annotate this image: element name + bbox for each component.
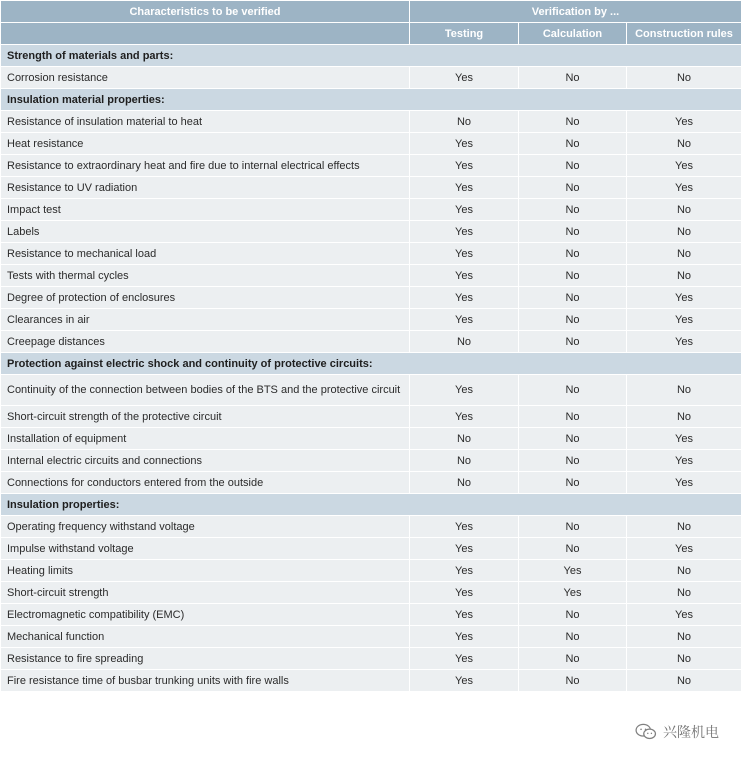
construction-rules-value: No [627,67,741,88]
construction-rules-value: Yes [627,331,741,352]
table-row [1,375,741,405]
testing-value: No [410,331,518,352]
construction-rules-value: No [627,406,741,427]
testing-value: Yes [410,199,518,220]
table-row [1,450,741,471]
construction-rules-value: Yes [627,177,741,198]
construction-rules-value: No [627,516,741,537]
header-characteristics: Characteristics to be verified [1,1,409,22]
testing-value: Yes [410,155,518,176]
row-label: Internal electric circuits and connections [1,450,409,471]
row-label: Fire resistance time of busbar trunking units with fire walls [1,670,409,691]
construction-rules-value: Yes [627,538,741,559]
testing-value: No [410,450,518,471]
table-row [1,406,741,427]
testing-value: Yes [410,582,518,603]
section-header-row [1,89,741,110]
table-row [1,221,741,242]
row-label: Heat resistance [1,133,409,154]
calculation-value: No [519,67,626,88]
calculation-value: No [519,309,626,330]
table-row [1,331,741,352]
calculation-value: No [519,177,626,198]
table-row [1,309,741,330]
header-row-1 [1,1,741,22]
row-label: Tests with thermal cycles [1,265,409,286]
calculation-value: No [519,472,626,493]
construction-rules-value: Yes [627,287,741,308]
row-label: Resistance to extraordinary heat and fire due to internal electrical effects [1,155,409,176]
construction-rules-value: No [627,265,741,286]
header-blank-cell [1,23,409,44]
row-label: Corrosion resistance [1,67,409,88]
row-label: Heating limits [1,560,409,581]
table-row [1,472,741,493]
testing-value: Yes [410,265,518,286]
row-label: Electromagnetic compatibility (EMC) [1,604,409,625]
row-label: Continuity of the connection between bodies of the BTS and the protective circuit [1,375,409,405]
section-header-row [1,353,741,374]
construction-rules-value: No [627,375,741,405]
row-label: Mechanical function [1,626,409,647]
table-row [1,287,741,308]
testing-value: Yes [410,626,518,647]
calculation-value: No [519,155,626,176]
row-label: Resistance to mechanical load [1,243,409,264]
testing-value: Yes [410,560,518,581]
calculation-value: No [519,265,626,286]
testing-value: Yes [410,538,518,559]
row-label: Clearances in air [1,309,409,330]
table-row [1,538,741,559]
row-label: Impulse withstand voltage [1,538,409,559]
construction-rules-value: Yes [627,155,741,176]
testing-value: Yes [410,133,518,154]
testing-value: No [410,428,518,449]
construction-rules-value: No [627,243,741,264]
construction-rules-value: No [627,626,741,647]
testing-value: Yes [410,375,518,405]
watermark [635,722,719,742]
calculation-value: No [519,406,626,427]
row-label: Short-circuit strength of the protective circuit [1,406,409,427]
testing-value: No [410,111,518,132]
table-row [1,243,741,264]
construction-rules-value: Yes [627,472,741,493]
calculation-value: No [519,670,626,691]
header-row-2 [1,23,741,44]
table-row [1,626,741,647]
testing-value: Yes [410,516,518,537]
table-row [1,670,741,691]
table-row [1,648,741,669]
calculation-value: No [519,133,626,154]
construction-rules-value: No [627,221,741,242]
section-header-row [1,45,741,66]
testing-value: Yes [410,309,518,330]
table-row [1,582,741,603]
table-row [1,199,741,220]
construction-rules-value: Yes [627,450,741,471]
table-row [1,428,741,449]
construction-rules-value: Yes [627,428,741,449]
row-label: Creepage distances [1,331,409,352]
calculation-value: Yes [519,560,626,581]
watermark-text: 兴隆机电 [663,724,719,740]
section-title: Protection against electric shock and continuity of protective circuits: [1,353,741,374]
table-row [1,560,741,581]
row-label: Operating frequency withstand voltage [1,516,409,537]
construction-rules-value: No [627,560,741,581]
testing-value: Yes [410,406,518,427]
header-construction-rules: Construction rules [627,23,741,44]
table-row [1,516,741,537]
row-label: Installation of equipment [1,428,409,449]
row-label: Resistance to fire spreading [1,648,409,669]
row-label: Resistance to UV radiation [1,177,409,198]
calculation-value: No [519,287,626,308]
table-row [1,177,741,198]
calculation-value: No [519,604,626,625]
calculation-value: No [519,331,626,352]
calculation-value: No [519,375,626,405]
testing-value: Yes [410,670,518,691]
calculation-value: No [519,516,626,537]
header-testing: Testing [410,23,518,44]
construction-rules-value: Yes [627,111,741,132]
calculation-value: No [519,626,626,647]
calculation-value: No [519,221,626,242]
section-header-row [1,494,741,515]
construction-rules-value: No [627,582,741,603]
table-row [1,265,741,286]
header-verification-by: Verification by ... [410,1,741,22]
testing-value: Yes [410,177,518,198]
table-body [1,45,741,691]
row-label: Labels [1,221,409,242]
testing-value: No [410,472,518,493]
section-title: Insulation properties: [1,494,741,515]
construction-rules-value: Yes [627,604,741,625]
calculation-value: Yes [519,582,626,603]
row-label: Connections for conductors entered from the outside [1,472,409,493]
construction-rules-value: No [627,133,741,154]
row-label: Degree of protection of enclosures [1,287,409,308]
row-label: Impact test [1,199,409,220]
section-title: Insulation material properties: [1,89,741,110]
calculation-value: No [519,428,626,449]
testing-value: Yes [410,648,518,669]
table-row [1,133,741,154]
calculation-value: No [519,199,626,220]
construction-rules-value: No [627,670,741,691]
construction-rules-value: Yes [627,309,741,330]
calculation-value: No [519,450,626,471]
row-label: Short-circuit strength [1,582,409,603]
calculation-value: No [519,648,626,669]
table-row [1,111,741,132]
calculation-value: No [519,538,626,559]
table-row [1,67,741,88]
calculation-value: No [519,111,626,132]
testing-value: Yes [410,287,518,308]
construction-rules-value: No [627,199,741,220]
wechat-icon [635,723,657,741]
header-calculation: Calculation [519,23,626,44]
table-row [1,155,741,176]
testing-value: Yes [410,243,518,264]
testing-value: Yes [410,67,518,88]
table-row [1,604,741,625]
calculation-value: No [519,243,626,264]
testing-value: Yes [410,604,518,625]
section-title: Strength of materials and parts: [1,45,741,66]
row-label: Resistance of insulation material to heat [1,111,409,132]
testing-value: Yes [410,221,518,242]
construction-rules-value: No [627,648,741,669]
